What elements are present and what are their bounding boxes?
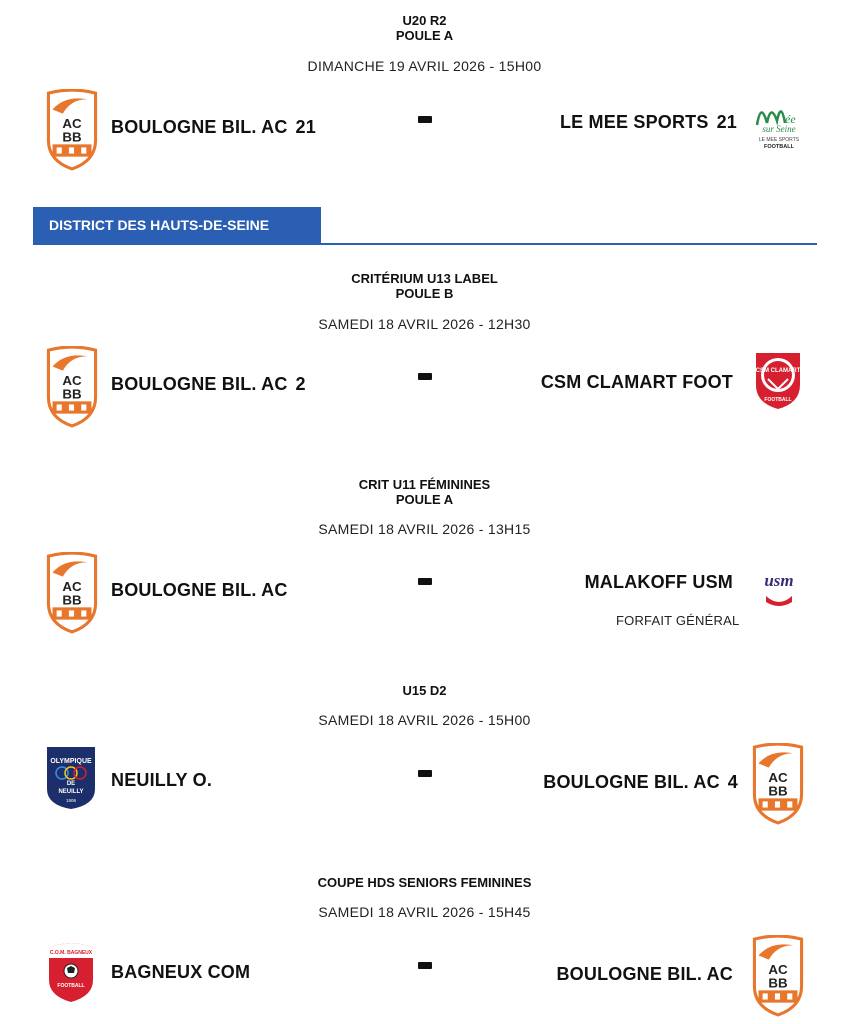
match-date: SAMEDI 18 AVRIL 2026 - 13H15 bbox=[318, 521, 531, 537]
versus-dash bbox=[418, 116, 432, 123]
logo-text: AC bbox=[768, 769, 788, 785]
home-team-name: BOULOGNE BIL. AC bbox=[111, 374, 288, 394]
logo-text: DE bbox=[66, 781, 76, 787]
logo-text: OLYMPIQUE bbox=[50, 758, 92, 765]
match-date: DIMANCHE 19 AVRIL 2026 - 15H00 bbox=[307, 58, 542, 74]
competition-name: CRIT U11 FÉMININES bbox=[358, 477, 491, 492]
away-team-name: CSM CLAMART FOOT bbox=[540, 372, 733, 392]
le-mee-logo[interactable] bbox=[751, 97, 805, 151]
csm-clamart-logo[interactable] bbox=[752, 349, 804, 411]
logo-text: AC bbox=[62, 372, 82, 388]
logo-text: BB bbox=[768, 783, 788, 799]
logo-text: BB bbox=[62, 386, 82, 402]
logo-text: FOOTBALL bbox=[764, 144, 794, 150]
away-team[interactable] bbox=[543, 772, 738, 793]
competition-name: U15 D2 bbox=[402, 683, 447, 698]
home-team[interactable] bbox=[111, 374, 306, 395]
home-team[interactable] bbox=[111, 580, 288, 601]
away-team-name: MALAKOFF USM bbox=[584, 572, 733, 592]
acbb-logo[interactable] bbox=[750, 743, 806, 825]
competition-title bbox=[0, 875, 849, 890]
logo-text: AC bbox=[768, 961, 788, 977]
competition-name: U20 R2 bbox=[402, 13, 447, 28]
logo-text: FOOTBALL bbox=[57, 983, 85, 989]
home-team-name: BOULOGNE BIL. AC bbox=[111, 580, 288, 600]
acbb-logo[interactable] bbox=[44, 552, 100, 634]
home-score: 21 bbox=[295, 117, 316, 137]
logo-text: FOOTBALL bbox=[764, 397, 792, 403]
competition-pool: POULE A bbox=[395, 28, 454, 43]
home-team-name: BOULOGNE BIL. AC bbox=[111, 117, 288, 137]
logo-text: C.O.M. BAGNEUX bbox=[49, 950, 93, 956]
competition-title bbox=[0, 13, 849, 43]
logo-text: BB bbox=[768, 975, 788, 991]
logo-text: NEUILLY bbox=[58, 789, 84, 795]
logo-text: AC bbox=[62, 578, 82, 594]
logo-text: CSM CLAMART bbox=[755, 368, 801, 374]
neuilly-logo[interactable] bbox=[45, 745, 97, 811]
section-divider bbox=[33, 243, 817, 245]
versus-dash bbox=[418, 578, 432, 585]
competition-pool: POULE B bbox=[395, 286, 454, 301]
match-card bbox=[0, 0, 865, 190]
away-team-name: BOULOGNE BIL. AC bbox=[556, 964, 733, 984]
versus-dash bbox=[418, 962, 432, 969]
bagneux-logo[interactable] bbox=[45, 938, 97, 1004]
competition-name: COUPE HDS SENIORS FEMININES bbox=[317, 875, 532, 890]
away-team[interactable] bbox=[560, 112, 737, 133]
away-team[interactable] bbox=[541, 372, 733, 393]
away-score: 4 bbox=[727, 772, 738, 792]
home-team[interactable] bbox=[111, 962, 250, 983]
away-team[interactable] bbox=[585, 572, 733, 593]
malakoff-usm-logo[interactable] bbox=[756, 556, 802, 610]
competition-title bbox=[0, 477, 849, 507]
away-team-name: BOULOGNE BIL. AC bbox=[543, 772, 720, 792]
acbb-logo[interactable] bbox=[44, 346, 100, 428]
logo-text: BB bbox=[62, 592, 82, 608]
logo-text: sur Seine bbox=[762, 124, 796, 134]
competition-pool: POULE A bbox=[395, 492, 454, 507]
logo-text: LE MEE SPORTS bbox=[758, 137, 800, 143]
home-team-name: NEUILLY O. bbox=[111, 770, 213, 790]
competition-name: CRITÉRIUM U13 LABEL bbox=[351, 271, 498, 286]
home-team[interactable] bbox=[111, 117, 316, 138]
logo-text: usm bbox=[764, 571, 794, 590]
home-team[interactable] bbox=[111, 770, 212, 791]
away-score: 21 bbox=[716, 112, 737, 132]
section-header bbox=[33, 207, 817, 246]
logo-text: AC bbox=[62, 115, 82, 131]
logo-text: 1906 bbox=[65, 798, 77, 803]
home-score: 2 bbox=[295, 374, 306, 394]
match-date: SAMEDI 18 AVRIL 2026 - 12H30 bbox=[318, 316, 531, 332]
home-team-name: BAGNEUX COM bbox=[111, 962, 251, 982]
versus-dash bbox=[418, 770, 432, 777]
away-team-name: LE MEE SPORTS bbox=[559, 112, 709, 132]
logo-text: BB bbox=[62, 129, 82, 145]
section-title: DISTRICT DES HAUTS-DE-SEINE bbox=[33, 207, 321, 243]
logo-text: ée bbox=[785, 112, 796, 126]
competition-title bbox=[0, 683, 849, 698]
match-date: SAMEDI 18 AVRIL 2026 - 15H45 bbox=[318, 904, 531, 920]
acbb-logo[interactable] bbox=[750, 935, 806, 1017]
away-team[interactable] bbox=[556, 964, 733, 985]
match-date: SAMEDI 18 AVRIL 2026 - 15H00 bbox=[318, 712, 531, 728]
competition-title bbox=[0, 271, 849, 301]
match-note: FORFAIT GÉNÉRAL bbox=[616, 613, 740, 628]
acbb-logo[interactable] bbox=[44, 89, 100, 171]
versus-dash bbox=[418, 373, 432, 380]
